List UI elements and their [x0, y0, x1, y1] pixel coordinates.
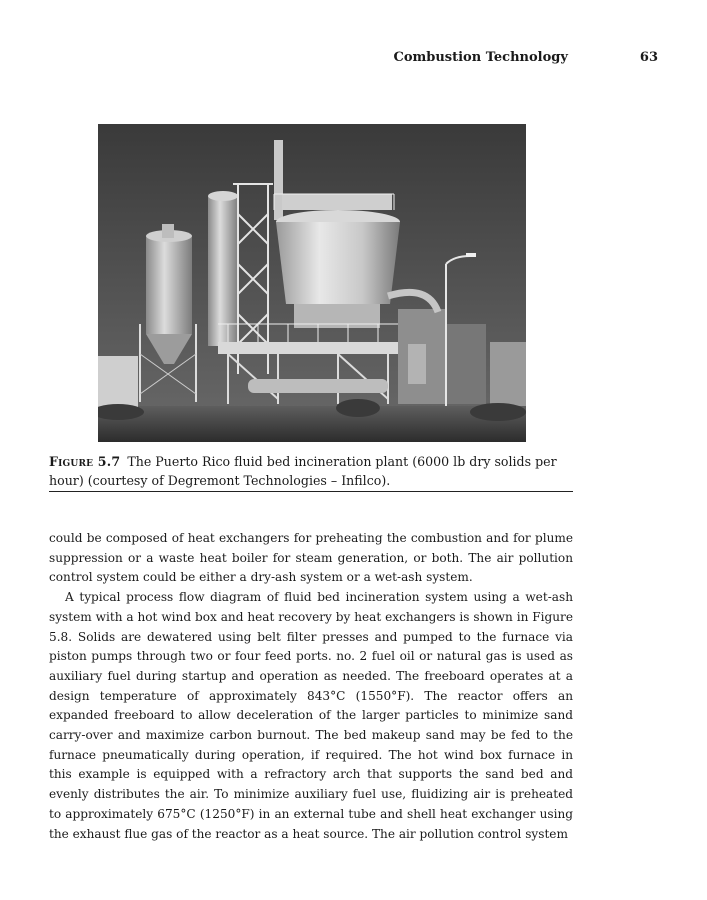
ground: [98, 406, 526, 442]
figure-label: Figure 5.7: [49, 454, 121, 469]
body-text: [49, 529, 573, 844]
plant-photo-illustration: [98, 124, 526, 442]
paragraph: could be composed of heat exchangers for preheating the combustion and for plume suppression or a waste heat boiler for steam generation, or both. The air pollution control system could be either a dry-ash system or a wet-ash system.: [49, 531, 573, 585]
middle-silo: [208, 191, 238, 346]
caption-rule: [49, 491, 573, 492]
exhaust-stack: [274, 140, 283, 220]
figure-photo: [98, 124, 526, 442]
duct: [248, 379, 388, 393]
running-head: [49, 50, 658, 65]
running-title: Combustion Technology: [393, 50, 568, 65]
figure-caption: [49, 452, 573, 490]
page-number: 63: [639, 50, 658, 65]
paragraph: A typical process flow diagram of fluid bed incineration system using a wet-ash system with a hot wind box and heat recovery by heat exchangers is shown in Figure 5.8. Solids are dewatered using belt filter presses and pumped to the furnace via piston pumps through two or four feed ports. no. 2 fuel oil or natural gas is used as auxiliary fuel during startup and operation as needed. The freeboard operates at a design temperature of approximately 843°C (1550°F). The reactor offers an expanded freeboard to allow deceleration of the larger particles to minimize sand carry-over and maximize carbon burnout. The bed makeup sand may be fed to the furnace pneumatically during operation, if required. The hot wind box furnace in this example is equipped with a refractory arch that supports the sand bed and evenly distributes the air. To minimize auxiliary fuel use, fluidizing air is preheated to approximately 675°C (1250°F) in an external tube and shell heat exchanger using the exhaust flue gas of the reactor as a heat source. The air pollution control system: [49, 590, 573, 841]
low-building: [98, 356, 138, 408]
figure-caption-text: The Puerto Rico fluid bed incineration plant (6000 lb dry solids per hour) (courtesy of Degremont Technologies – Infilco).: [49, 454, 557, 488]
